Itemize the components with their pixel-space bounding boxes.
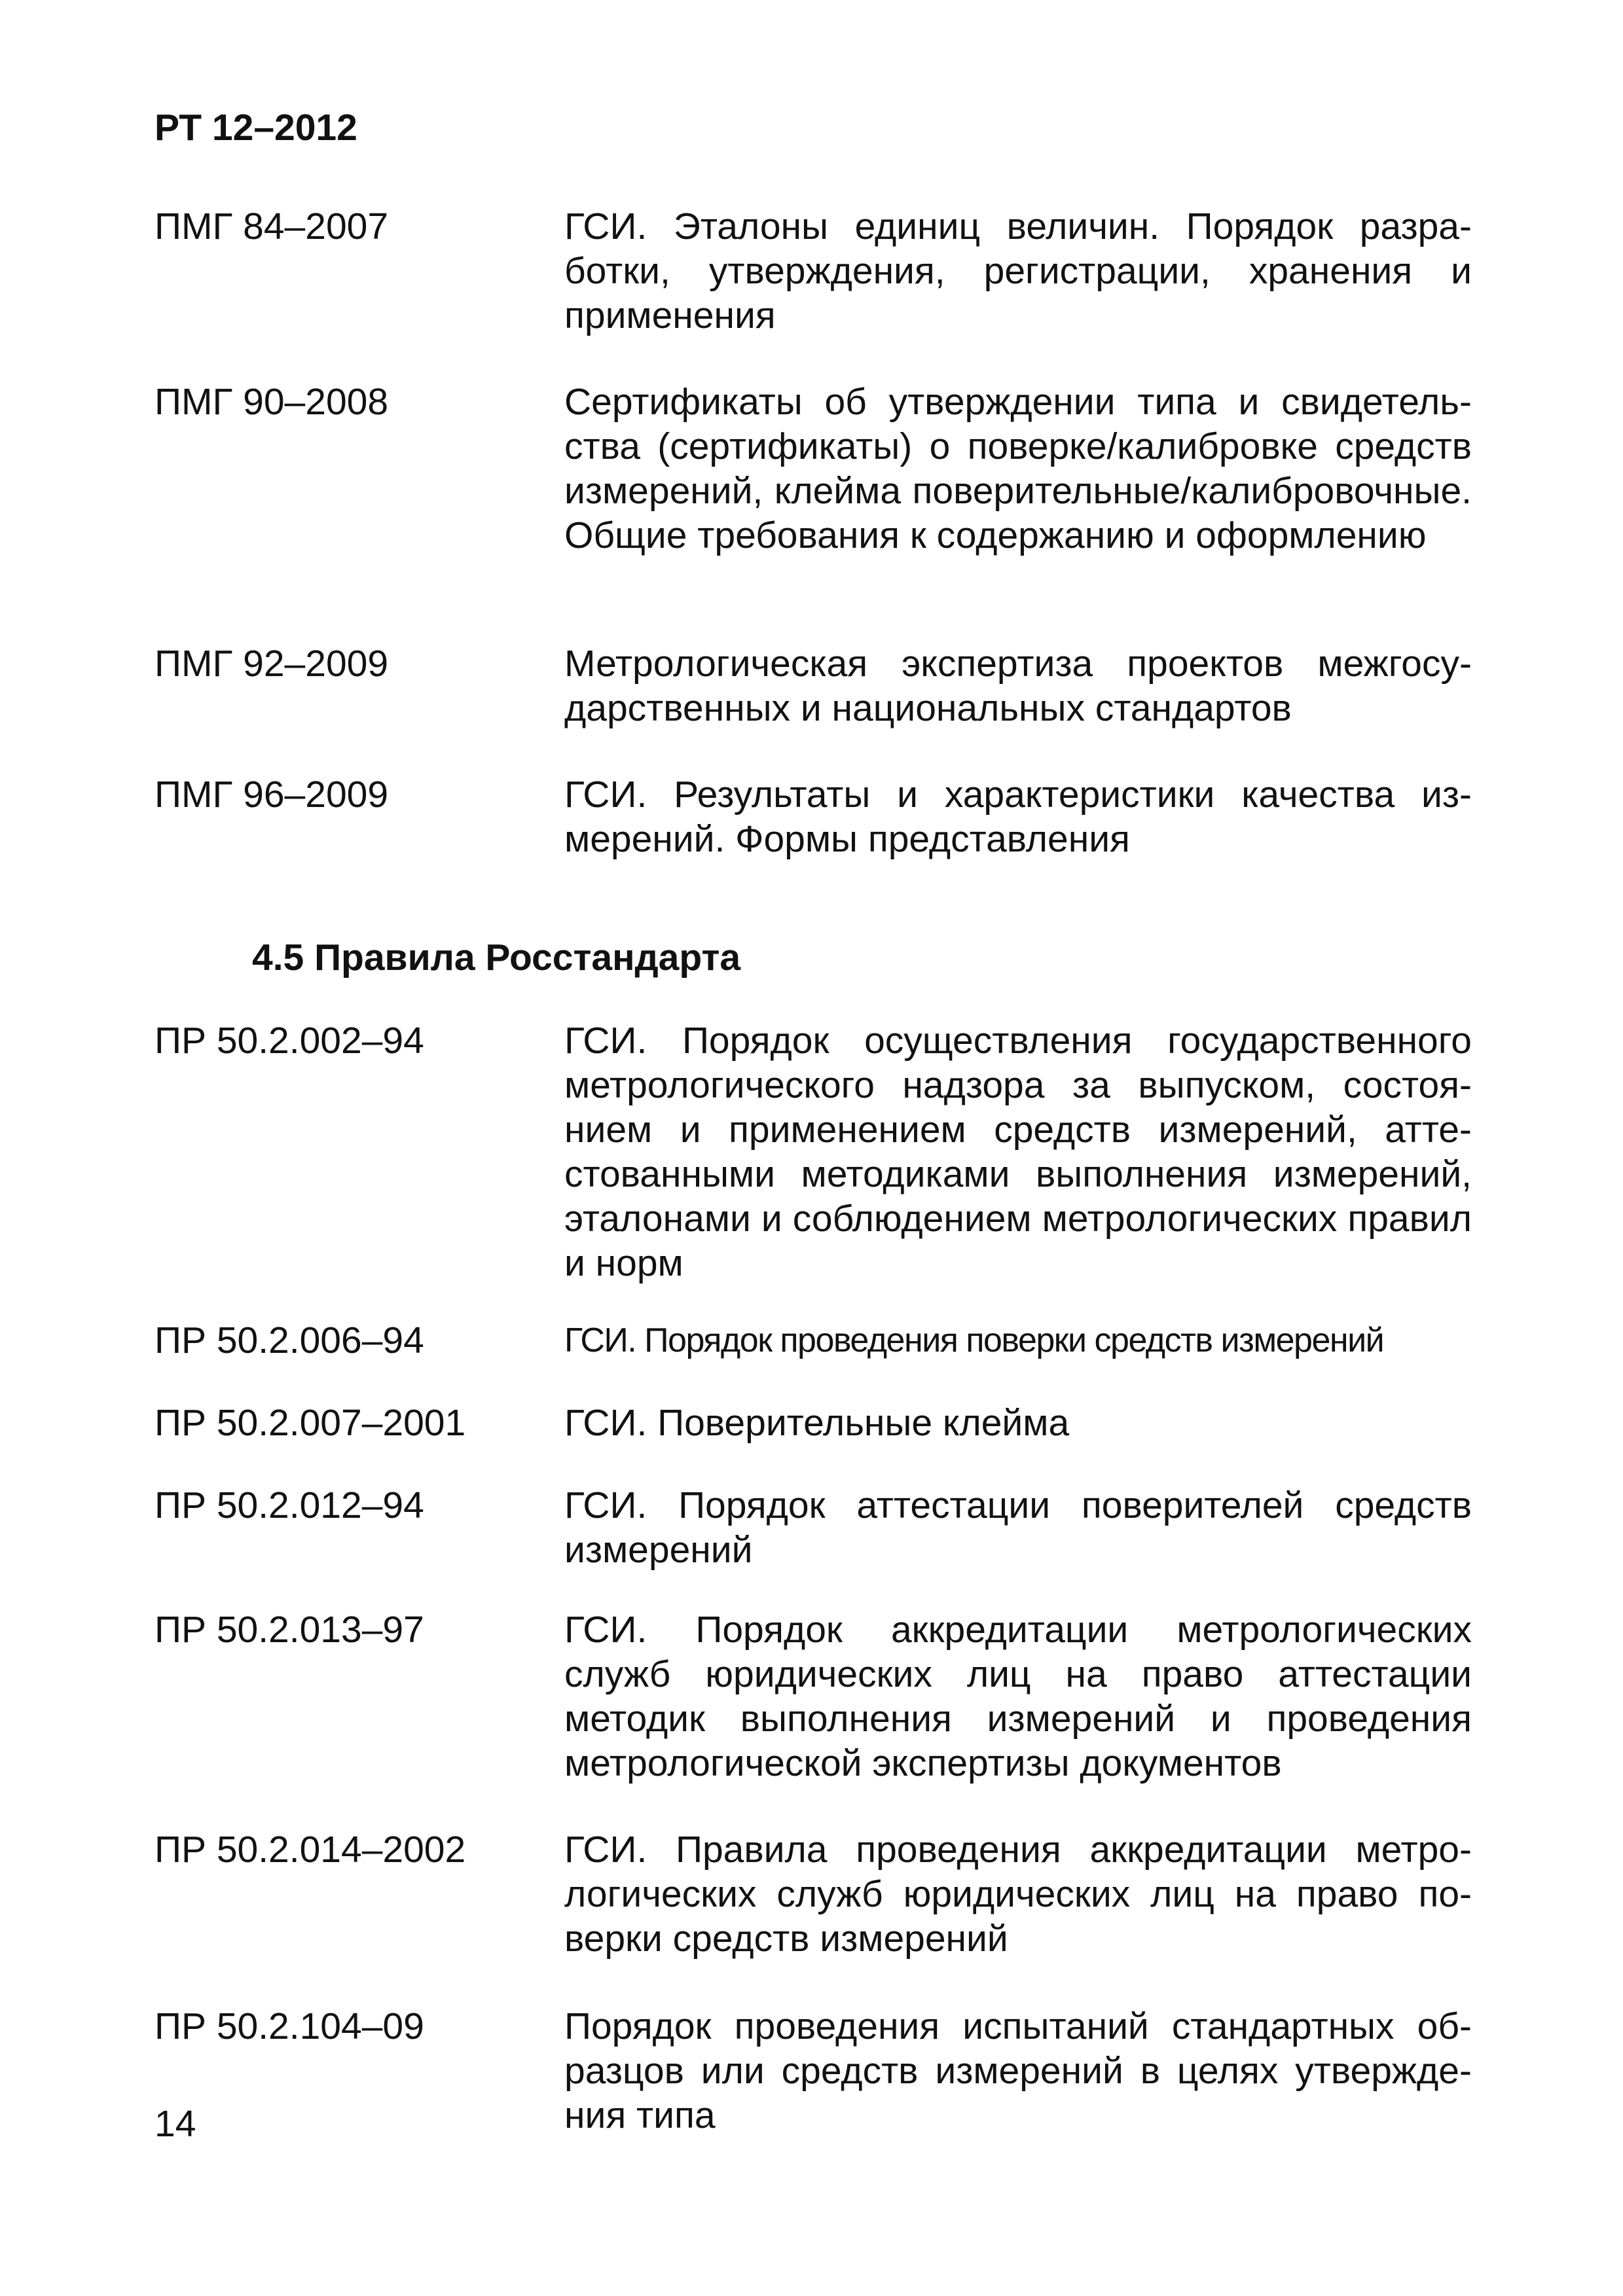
entry-description: ГСИ. Эталоны единиц величин. Порядок разработки, утверждения, регистрации, хранения и применения bbox=[564, 206, 1472, 336]
entry-id: ПР 50.2.007–2001 bbox=[155, 1402, 466, 1444]
entry-id: ПМГ 90–2008 bbox=[155, 381, 389, 423]
entry-id: ПМГ 92–2009 bbox=[155, 643, 389, 685]
entry-id: ПР 50.2.012–94 bbox=[155, 1484, 424, 1526]
entry-description: Сертификаты об утверждении типа и свидетельства (сертификаты) о поверке/калибровке средств измерений, клейма поверительные/калибровочные. Общие требования к содержанию и оформлению bbox=[564, 381, 1472, 556]
page-number: 14 bbox=[155, 2103, 196, 2145]
section-heading: 4.5 Правила Росстандарта bbox=[252, 937, 741, 978]
entry-id: ПМГ 84–2007 bbox=[155, 206, 389, 247]
entry-id: ПР 50.2.002–94 bbox=[155, 1020, 424, 1062]
entry-id: ПР 50.2.013–97 bbox=[155, 1609, 424, 1651]
entry-description: ГСИ. Порядок аккредитации метрологических служб юридических лиц на право аттестации методик выполнения измерений и проведения метрологической экспертизы документов bbox=[564, 1609, 1472, 1784]
entry-id: ПМГ 96–2009 bbox=[155, 774, 389, 816]
entry-id: ПР 50.2.104–09 bbox=[155, 2005, 424, 2047]
entry-description: ГСИ. Порядок осуществления государственного метрологического надзора за выпуском, состоянием и применением средств измерений, аттестованными методиками выполнения измерений, эталонами и соблюдением метрологических правил и норм bbox=[564, 1020, 1472, 1284]
entry-id: ПР 50.2.014–2002 bbox=[155, 1829, 466, 1871]
entry-description: Порядок проведения испытаний стандартных образцов или средств измерений в целях утверждения типа bbox=[564, 2005, 1472, 2136]
entry-description: ГСИ. Результаты и характеристики качества измерений. Формы представления bbox=[564, 774, 1472, 860]
document-code: РТ 12–2012 bbox=[155, 107, 357, 149]
entry-description: Метрологическая экспертиза проектов межгосударственных и национальных стандартов bbox=[564, 643, 1472, 729]
entry-description: ГСИ. Поверительные клейма bbox=[564, 1402, 1070, 1444]
entry-description: ГСИ. Порядок проведения поверки средств измерений bbox=[564, 1321, 1384, 1359]
entry-description: ГСИ. Порядок аттестации поверителей средств измерений bbox=[564, 1484, 1472, 1571]
entry-id: ПР 50.2.006–94 bbox=[155, 1319, 424, 1361]
entry-description: ГСИ. Правила проведения аккредитации метрологических служб юридических лиц на право поверки средств измерений bbox=[564, 1829, 1472, 1960]
